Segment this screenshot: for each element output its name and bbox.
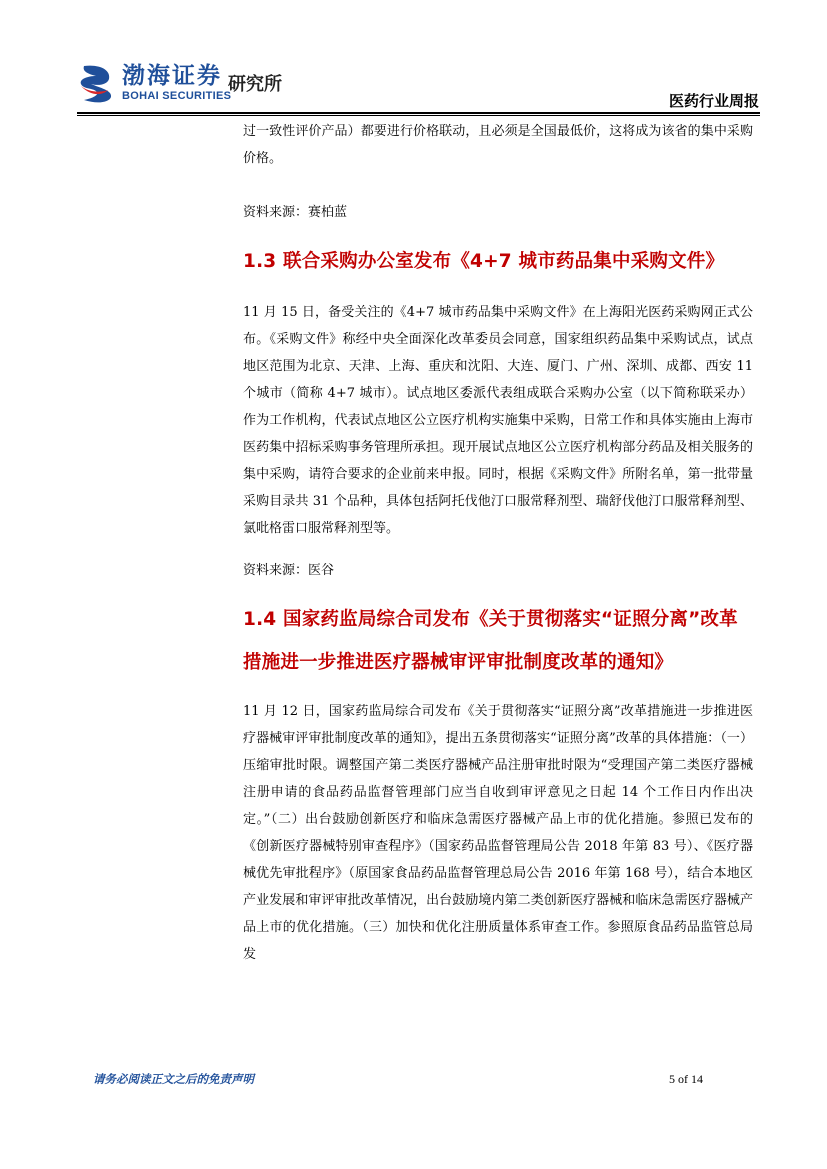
page-number: 5 of 14 bbox=[669, 1072, 703, 1086]
bohai-logo-icon bbox=[78, 62, 116, 104]
brand-name-en: BOHAI SECURITIES bbox=[122, 90, 232, 102]
section-heading-1-4: 1.4 国家药监局综合司发布《关于贯彻落实“证照分离”改革措施进一步推进医疗器械审评审批制度改革的通知》 bbox=[243, 609, 738, 673]
disclaimer-note: 请务必阅读正文之后的免责声明 bbox=[93, 1072, 254, 1086]
intro-paragraph: 过一致性评价产品）都要进行价格联动，且必须是全国最低价，这将成为该省的集中采购价格。 bbox=[243, 124, 753, 166]
institute-label: 研究所 bbox=[228, 74, 282, 95]
section-1-3-paragraph: 11 月 15 日，备受关注的《4+7 城市药品集中采购文件》在上海阳光医药采购网正式公布。《采购文件》称经中央全面深化改革委员会同意，国家组织药品集中采购试点，试点地区范围为北京、天津、上海、重庆和沈阳、大连、厦门、广州、深圳、成都、西安 11 个城市（简称 4+7 城市）。试点地区委派代表组成联合采购办公室（以下简称联采办）作为工作机构，代表试点地区公立医疗机构实施集中采购，日常工作和具体实施由上海市医药集中招标采购事务管理所承担。现开展试点地区公立医疗机构部分药品及相关服务的集中采购，请符合要求的企业前来申报。同时，根据《采购文件》所附名单，第一批带量采购目录共 31 个品种，具体包括阿托伐他汀口服常释剂型、瑞舒伐他汀口服常释剂型、氯吡格雷口服常释剂型等。 bbox=[243, 305, 753, 536]
brand-name-cn: 渤海证券 bbox=[122, 63, 222, 89]
report-type: 医药行业周报 bbox=[668, 92, 759, 110]
header-divider-thin bbox=[77, 115, 760, 116]
document-body bbox=[243, 118, 753, 968]
source-note: 资料来源：赛柏蓝 bbox=[243, 205, 348, 220]
source-note: 资料来源：医谷 bbox=[243, 563, 335, 578]
header-divider bbox=[77, 112, 760, 114]
section-1-4-paragraph: 11 月 12 日，国家药监局综合司发布《关于贯彻落实“证照分离”改革措施进一步推进医疗器械审评审批制度改革的通知》，提出五条贯彻落实“证照分离”改革的具体措施：（一）压缩审批时限。调整国产第二类医疗器械产品注册审批时限为“受理国产第二类医疗器械注册申请的食品药品监督管理部门应当自收到审评意见之日起 14 个工作日内作出决定。”（二）出台鼓励创新医疗和临床急需医疗器械产品上市的优化措施。参照已发布的《创新医疗器械特别审查程序》（国家药品监督管理局公告 2018 年第 83 号）、《医疗器械优先审批程序》（原国家食品药品监督管理总局公告 2016 年第 168 号），结合本地区产业发展和审评审批改革情况，出台鼓励境内第二类创新医疗器械和临床急需医疗器械产品上市的优化措施。（三）加快和优化注册质量体系审查工作。参照原食品药品监管总局发 bbox=[243, 704, 753, 962]
section-heading-1-3: 1.3 联合采购办公室发布《4+7 城市药品集中采购文件》 bbox=[243, 251, 725, 272]
page-header bbox=[0, 0, 827, 118]
